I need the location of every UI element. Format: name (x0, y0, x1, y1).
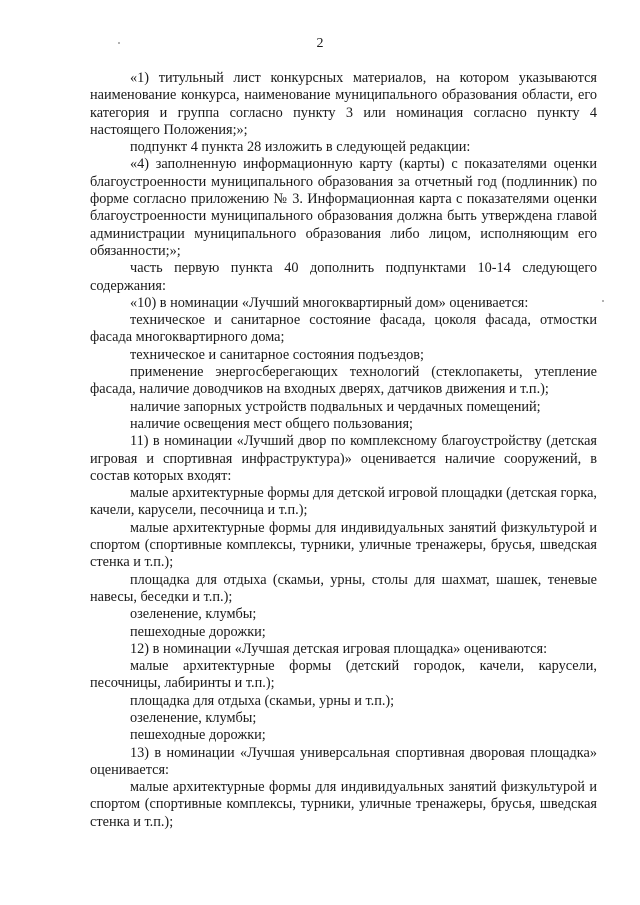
paragraph: подпункт 4 пункта 28 изложить в следующей редакции: (130, 139, 471, 156)
paragraph: площадка для отдыха (скамьи, урны, столы для шахмат, шашек, теневые навесы, беседки и т.п.); (90, 571, 597, 605)
paragraph: наличие запорных устройств подвальных и чердачных помещений; (130, 398, 541, 415)
paragraph: пешеходные дорожки; (130, 623, 266, 640)
paragraph: техническое и санитарное состояния подъездов; (130, 346, 425, 363)
paragraph: «1) титульный лист конкурсных материалов, на котором указываются наименование конкурса, наименование муниципального образования области, его категория и группа согласно пункту 3 или номинация согласно пункту 4 настоящего Положения;»; (90, 70, 597, 138)
paragraph: «4) заполненную информационную карту (карты) с показателями оценки благоустроенности муниципального образования за отчетный год (подлинник) по форме согласно приложению № 3. Информационная карта с показателями оценки благоустроенности муниципального образования должна быть утверждена главой администрации муниципального образования либо лицом, исполняющим его обязанности;»; (90, 156, 597, 259)
paragraph: 13) в номинации «Лучшая универсальная спортивная дворовая площадка» оценивается: (90, 744, 597, 778)
document-body (90, 70, 597, 831)
paragraph: наличие освещения мест общего пользования; (130, 415, 413, 432)
paragraph: 12) в номинации «Лучшая детская игровая площадка» оцениваются: (130, 640, 548, 657)
scan-speck (602, 300, 604, 302)
paragraph: часть первую пункта 40 дополнить подпунктами 10-14 следующего содержания: (90, 260, 597, 294)
paragraph: малые архитектурные формы для индивидуальных занятий физкультурой и спортом (спортивные комплексы, турники, уличные тренажеры, брусья, шведская стенка и т.п.); (90, 519, 597, 571)
paragraph: 11) в номинации «Лучший двор по комплексному благоустройству (детская игровая и спортивная инфраструктура)» оценивается наличие сооружений, в состав которых входят: (90, 433, 597, 484)
paragraph: малые архитектурные формы для детской игровой площадки (детская горка, качели, карусели, песочница и т.п.); (90, 485, 597, 519)
paragraph: техническое и санитарное состояние фасада, цоколя фасада, отмостки фасада многоквартирного дома; (90, 312, 597, 346)
paragraph: площадка для отдыха (скамьи, урны и т.п.); (130, 692, 395, 709)
paragraph: малые архитектурные формы (детский городок, качели, карусели, песочницы, лабиринты и т.п.); (90, 658, 597, 692)
paragraph: «10) в номинации «Лучший многоквартирный дом» оценивается: (130, 294, 529, 311)
paragraph: применение энергосберегающих технологий (стеклопакеты, утепление фасада, наличие доводчиков на входных дверях, датчиков движения и т.п.); (90, 364, 597, 398)
paragraph: озеленение, клумбы; (130, 606, 257, 623)
paragraph: малые архитектурные формы для индивидуальных занятий физкультурой и спортом (спортивные комплексы, турники, уличные тренажеры, брусья, шведская стенка и т.п.); (90, 779, 597, 830)
paragraph: пешеходные дорожки; (130, 727, 266, 744)
paragraph: озеленение, клумбы; (130, 709, 257, 726)
page-number: 2 (316, 36, 324, 51)
